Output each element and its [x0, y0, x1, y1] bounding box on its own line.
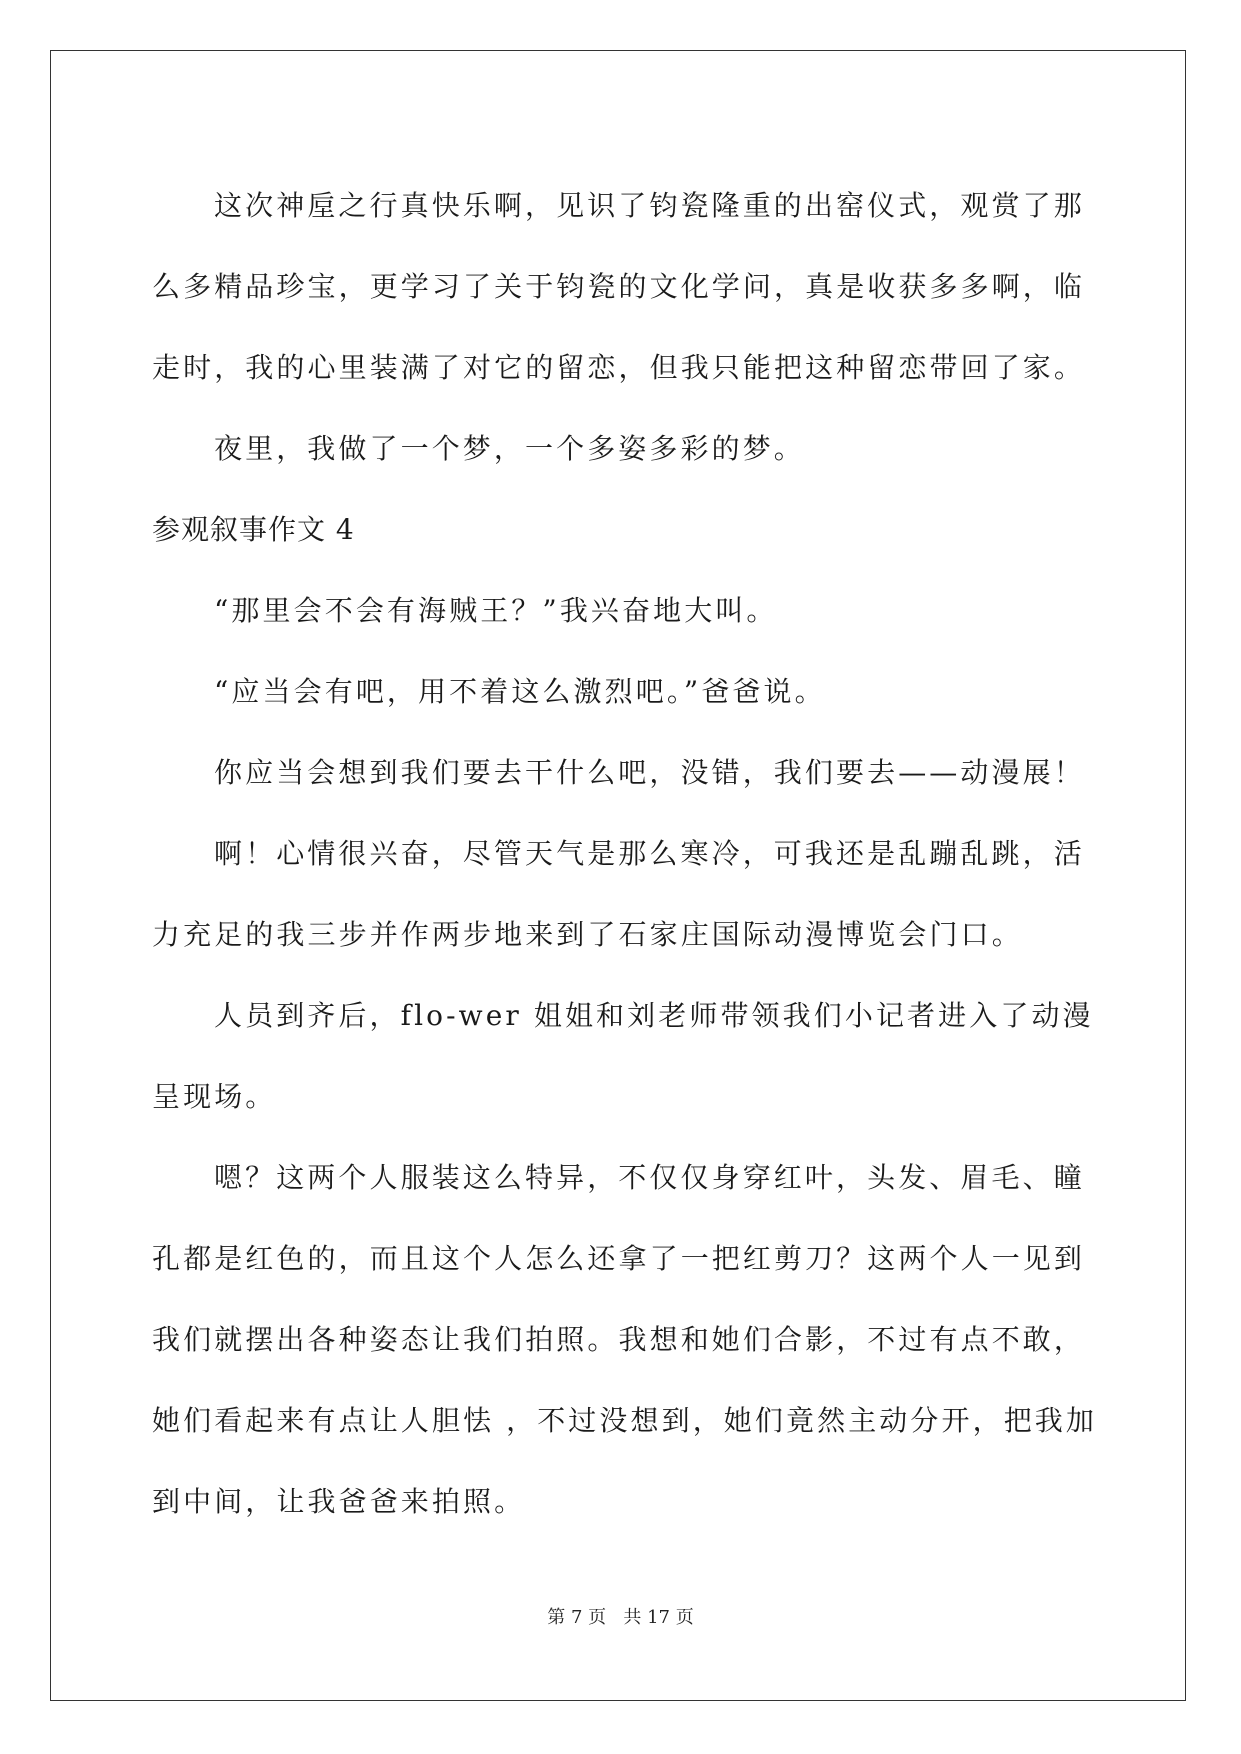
page-number-footer: 第 7 页 共 17 页	[547, 1607, 694, 1628]
text-line: 么多精品珍宝，更学习了关于钧瓷的文化学问，真是收获多多啊，临	[152, 270, 1086, 303]
document-body	[152, 165, 1098, 1542]
text-line: 嗯？这两个人服装这么特异，不仅仅身穿红叶，头发、眉毛、瞳	[214, 1161, 1085, 1194]
text-line: 啊！心情很兴奋，尽管天气是那么寒冷，可我还是乱蹦乱跳，活	[214, 837, 1085, 870]
text-line: 走时，我的心里装满了对它的留恋，但我只能把这种留恋带回了家。	[152, 351, 1086, 384]
text-line: 她们看起来有点让人胆怯 ，不过没想到，她们竟然主动分开，把我加	[152, 1404, 1098, 1437]
text-line: 力充足的我三步并作两步地来到了石家庄国际动漫博览会门口。	[152, 918, 1023, 951]
section-heading: 参观叙事作文 4	[152, 513, 355, 546]
text-line: 孔都是红色的，而且这个人怎么还拿了一把红剪刀？这两个人一见到	[152, 1242, 1086, 1275]
text-line: 我们就摆出各种姿态让我们拍照。我想和她们合影，不过有点不敢，	[152, 1323, 1086, 1356]
text-line: 到中间，让我爸爸来拍照。	[152, 1485, 526, 1518]
text-line: 夜里，我做了一个梦，一个多姿多彩的梦。	[214, 432, 805, 465]
text-line: “那里会不会有海贼王？”我兴奋地大叫。	[214, 594, 778, 627]
text-line: 这次神垕之行真快乐啊，见识了钧瓷隆重的出窑仪式，观赏了那	[214, 189, 1085, 222]
text-line: “应当会有吧，用不着这么激烈吧。”爸爸说。	[214, 675, 826, 708]
text-line: 呈现场。	[152, 1080, 277, 1113]
text-line: 人员到齐后，flo-wer 姐姐和刘老师带领我们小记者进入了动漫	[214, 999, 1094, 1032]
text-line: 你应当会想到我们要去干什么吧，没错，我们要去——动漫展！	[214, 756, 1085, 789]
